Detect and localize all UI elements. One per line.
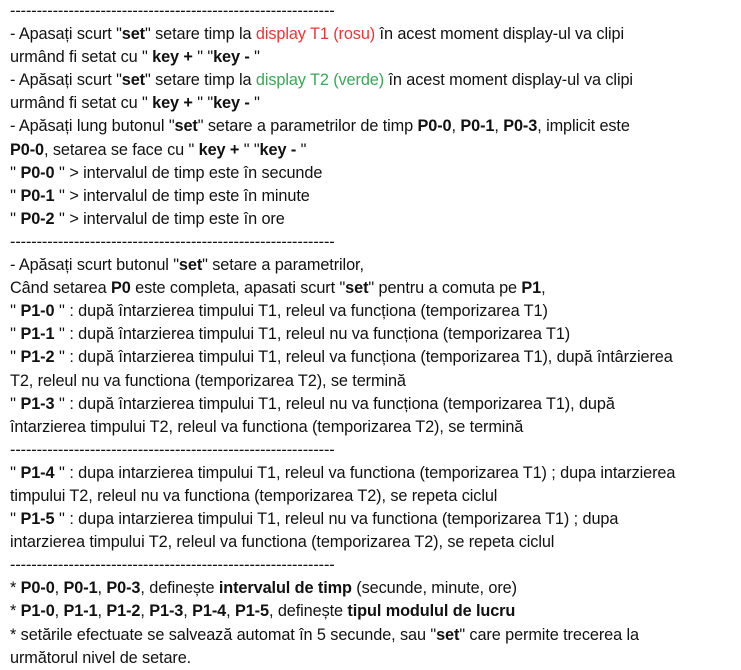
text-line: [10, 416, 737, 439]
text-line: [10, 46, 737, 69]
text-run: '' : dupa intarzierea timpului T1, releul va functiona (temporizarea T1) ; dupa intarzierea: [54, 463, 676, 482]
text-run: , setarea se face cu ": [44, 140, 199, 159]
text-run: " pentru a comuta pe: [368, 279, 522, 298]
text-line: [10, 323, 737, 346]
bold-text: P0-0: [417, 117, 452, 136]
text-line: [10, 393, 737, 416]
bold-text: P1-3: [149, 602, 184, 621]
text-run: ,: [54, 602, 64, 621]
text-run: '': [10, 325, 21, 344]
text-run: Când setarea: [10, 279, 111, 298]
text-line: [10, 531, 737, 554]
text-run: ,: [226, 602, 235, 621]
green-text: display T2 (verde): [255, 71, 385, 90]
text-line: [10, 370, 737, 393]
bold-text: key +: [152, 94, 193, 113]
text-run: '': [10, 348, 21, 367]
text-line: [10, 162, 737, 185]
text-run: urmând fi setat cu ": [10, 94, 153, 113]
bold-text: intervalul de timp: [218, 579, 352, 598]
text-run: ,: [451, 117, 461, 136]
bold-text: P1-5: [234, 602, 269, 621]
text-run: -------------------------------------------------------------: [10, 440, 335, 459]
bold-text: P1-1: [63, 602, 98, 621]
text-run: ": [249, 48, 260, 67]
text-run: '': [10, 163, 21, 182]
text-run: -------------------------------------------------------------: [10, 556, 335, 575]
text-run: " setare a parametrilor de timp: [197, 117, 418, 136]
bold-text: P0: [110, 279, 131, 298]
bold-text: P0-0: [20, 163, 55, 182]
bold-text: set: [174, 117, 198, 136]
text-line: [10, 508, 737, 531]
text-run: " ": [192, 94, 214, 113]
text-line: [10, 647, 737, 670]
text-run: '' > intervalul de timp este în ore: [54, 209, 285, 228]
text-line: [10, 23, 737, 46]
text-run: '' : dupa intarzierea timpului T1, releul nu va functiona (temporizarea T1) ; dupa: [54, 510, 619, 529]
bold-text: P1-2: [106, 602, 141, 621]
text-run: ": [249, 94, 260, 113]
text-run: (secunde, minute, ore): [351, 579, 517, 598]
text-line: [10, 115, 737, 138]
text-run: ,: [97, 579, 107, 598]
text-run: -------------------------------------------------------------: [10, 2, 335, 20]
text-line: [10, 254, 737, 277]
text-run: - Apăsați scurt butonul ": [10, 256, 179, 275]
bold-text: P1-0: [20, 302, 55, 321]
text-run: *: [10, 579, 21, 598]
text-run: în acest moment display-ul va clipi: [384, 71, 633, 90]
text-line: [10, 208, 737, 231]
text-run: este completa, apasati scurt ": [130, 279, 346, 298]
bold-text: P0-3: [106, 579, 141, 598]
text-run: ,: [183, 602, 193, 621]
text-run: '' > intervalul de timp este în secunde: [54, 163, 323, 182]
text-run: -------------------------------------------------------------: [10, 232, 335, 251]
bold-text: P0-2: [20, 209, 55, 228]
red-text: display T1 (rosu): [255, 25, 376, 44]
text-line: [10, 346, 737, 369]
text-run: " setare a parametrilor,: [202, 256, 364, 275]
text-run: ": [296, 140, 307, 159]
text-run: ,: [97, 602, 107, 621]
text-run: " setare timp la: [145, 25, 256, 44]
bold-text: P1-4: [20, 463, 55, 482]
text-run: T2, releul nu va functiona (temporizarea T2), se termină: [10, 371, 406, 390]
text-run: '' : după întarzierea timpului T1, releul nu va funcționa (temporizarea T1), după: [54, 394, 615, 413]
text-run: '' : după întarzierea timpului T1, releul nu va funcționa (temporizarea T1): [54, 325, 571, 344]
bold-text: P1-4: [192, 602, 227, 621]
text-run: *: [10, 602, 21, 621]
bold-text: key +: [152, 48, 193, 67]
text-line: [10, 300, 737, 323]
bold-text: P1-5: [20, 510, 55, 529]
bold-text: P0-0: [20, 579, 55, 598]
text-run: ,: [494, 117, 504, 136]
text-run: " setare timp la: [145, 71, 256, 90]
text-line: [10, 600, 737, 623]
text-run: intarzierea timpului T2, releul va functiona (temporizarea T2), se repeta ciclul: [10, 533, 555, 552]
text-line: [10, 277, 737, 300]
bold-text: P0-1: [20, 186, 55, 205]
text-run: '': [10, 302, 21, 321]
bold-text: tipul modulul de lucru: [347, 602, 516, 621]
text-run: '': [10, 510, 21, 529]
text-run: " care permite trecerea la: [459, 625, 639, 644]
text-line: [10, 185, 737, 208]
text-run: - Apăsați lung butonul ": [10, 117, 175, 136]
text-run: ,: [140, 602, 150, 621]
text-line: [10, 231, 737, 254]
text-line: [10, 554, 737, 577]
bold-text: key -: [213, 48, 250, 67]
bold-text: key +: [198, 140, 240, 159]
bold-text: P0-1: [460, 117, 495, 136]
text-run: ,: [541, 279, 546, 298]
text-run: ,: [54, 579, 64, 598]
text-run: '': [10, 186, 21, 205]
bold-text: P1-3: [20, 394, 55, 413]
bold-text: P0-1: [63, 579, 98, 598]
text-run: '': [10, 394, 21, 413]
text-run: timpului T2, releul nu va functiona (temporizarea T2), se repeta ciclul: [10, 486, 498, 505]
text-line: [10, 624, 737, 647]
text-run: , definește: [140, 579, 219, 598]
bold-text: key -: [213, 94, 250, 113]
bold-text: set: [121, 25, 145, 44]
text-line: [10, 462, 737, 485]
text-line: [10, 439, 737, 462]
text-run: urmând fi setat cu ": [10, 48, 153, 67]
text-line: [10, 0, 737, 23]
bold-text: P1: [521, 279, 542, 298]
bold-text: set: [178, 256, 203, 275]
text-line: [10, 485, 737, 508]
text-run: - Apasați scurt ": [10, 25, 122, 44]
bold-text: P1-2: [20, 348, 55, 367]
text-run: , definește: [268, 602, 348, 621]
text-run: " ": [192, 48, 214, 67]
text-run: '': [10, 209, 21, 228]
text-run: * setările efectuate se salvează automat în 5 secunde, sau ": [10, 625, 437, 644]
text-run: întarzierea timpului T2, releul va functiona (temporizarea T2), se termină: [10, 417, 524, 436]
bold-text: key -: [259, 140, 297, 159]
text-line: [10, 577, 737, 600]
text-line: [10, 139, 737, 162]
text-run: , implicit este: [537, 117, 630, 136]
bold-text: P1-0: [20, 602, 55, 621]
bold-text: set: [345, 279, 369, 298]
bold-text: set: [121, 71, 145, 90]
text-run: " ": [239, 140, 260, 159]
text-line: [10, 92, 737, 115]
text-run: - Apăsați scurt ": [10, 71, 122, 90]
text-run: '' : după întarzierea timpului T1, releul va funcționa (temporizarea T1), după întârzierea: [54, 348, 673, 367]
bold-text: P0-3: [503, 117, 538, 136]
bold-text: P0-0: [10, 140, 44, 159]
text-run: în acest moment display-ul va clipi: [375, 25, 624, 44]
text-run: '' : după întarzierea timpului T1, releul va funcționa (temporizarea T1): [54, 302, 548, 321]
text-run: următorul nivel de setare.: [10, 648, 192, 667]
bold-text: set: [436, 625, 460, 644]
text-run: '' > intervalul de timp este în minute: [54, 186, 310, 205]
text-run: '': [10, 463, 21, 482]
bold-text: P1-1: [20, 325, 55, 344]
text-line: [10, 69, 737, 92]
